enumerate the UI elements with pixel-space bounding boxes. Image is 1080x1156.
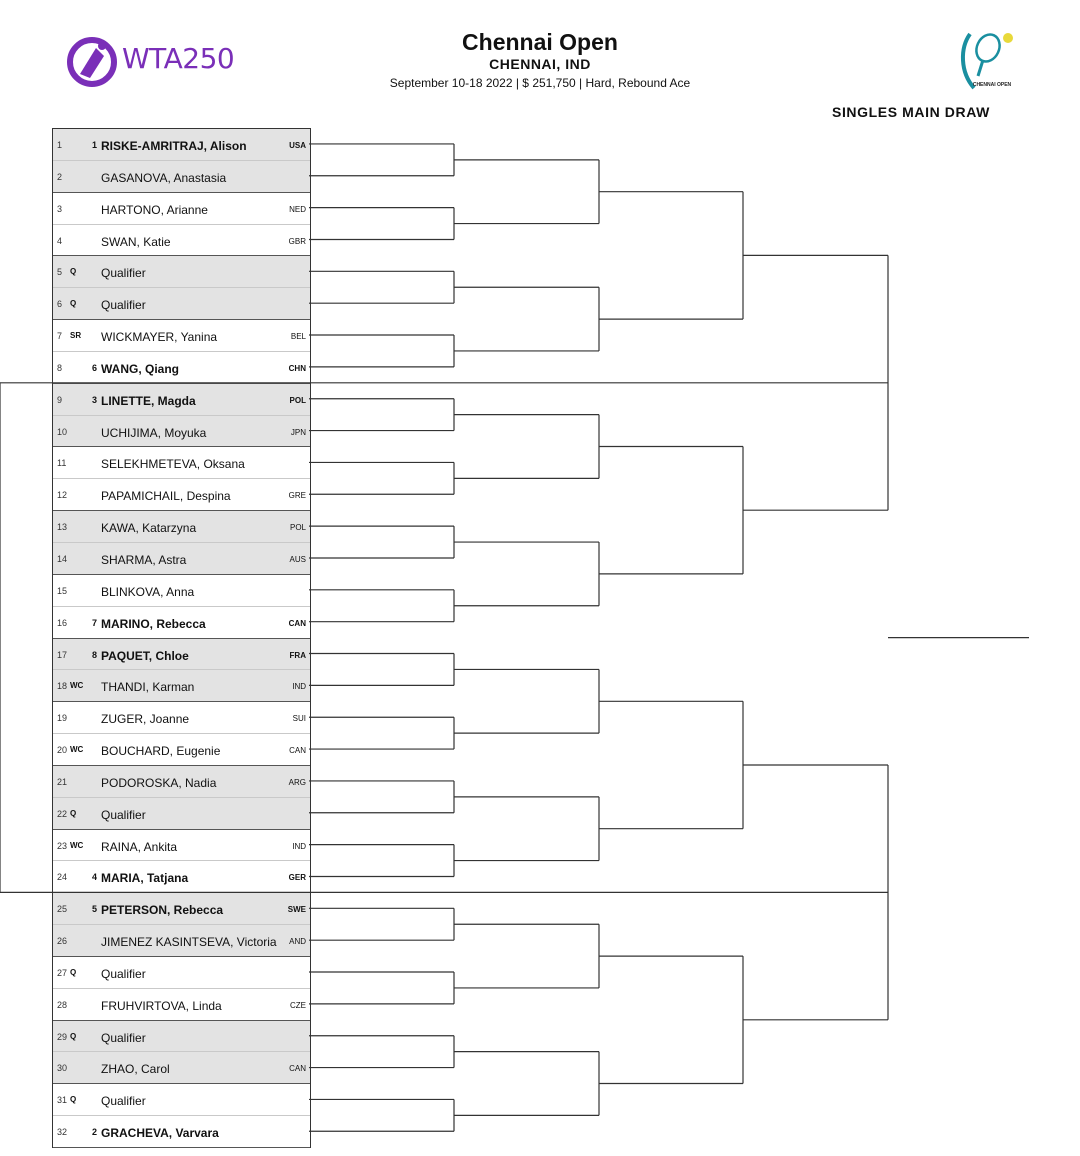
- draw-number: 19: [57, 713, 68, 724]
- player-country: NED: [289, 204, 306, 214]
- draw-number: 28: [57, 999, 68, 1010]
- player-name: HARTONO, Arianne: [101, 202, 208, 217]
- draw-number: 29: [57, 1031, 68, 1042]
- seed-number: 2: [91, 1127, 97, 1138]
- draw-number: 1: [57, 140, 63, 150]
- draw-number: 2: [57, 171, 63, 182]
- draw-number: 7: [57, 331, 63, 342]
- player-country: AND: [289, 937, 306, 947]
- draw-number: 12: [57, 490, 68, 501]
- draw-number: 6: [57, 299, 63, 310]
- player-name: ZUGER, Joanne: [101, 712, 190, 727]
- draw-number: 32: [57, 1127, 68, 1138]
- player-name: WICKMAYER, Yanina: [101, 330, 218, 345]
- player-name: PAPAMICHAIL, Despina: [101, 489, 231, 504]
- seed-number: 1: [91, 140, 97, 150]
- draw-number: 22: [57, 808, 68, 819]
- player-name: Qualifier: [101, 966, 146, 981]
- draw-number: 5: [57, 267, 63, 278]
- entry-status: Q: [70, 1095, 77, 1105]
- seed-number: 8: [91, 649, 97, 660]
- seed-number: 3: [91, 394, 97, 405]
- player-country: GBR: [288, 236, 306, 246]
- entry-status: WC: [70, 681, 84, 691]
- draw-number: 24: [57, 872, 68, 883]
- player-country: GER: [288, 873, 306, 883]
- entry-status: Q: [70, 299, 77, 309]
- player-country: IND: [292, 841, 306, 851]
- entry-status: Q: [70, 967, 77, 977]
- draw-number: 21: [57, 776, 68, 787]
- player-name: MARIA, Tatjana: [101, 871, 189, 886]
- player-name: SWAN, Katie: [101, 234, 171, 249]
- player-name: BOUCHARD, Eugenie: [101, 744, 221, 759]
- draw-number: 16: [57, 617, 68, 628]
- seed-number: 4: [91, 872, 97, 883]
- player-country: AUS: [289, 554, 306, 564]
- player-country: JPN: [290, 427, 306, 437]
- draw-number: 18: [57, 681, 68, 692]
- player-name: PETERSON, Rebecca: [101, 903, 224, 918]
- draw-number: 23: [57, 840, 68, 851]
- tournament-location: CHENNAI, IND: [489, 56, 591, 72]
- draw-number: 30: [57, 1063, 68, 1074]
- wta-logo-text: WTA250: [122, 42, 235, 75]
- player-name: WANG, Qiang: [101, 361, 179, 376]
- seed-number: 7: [91, 617, 97, 628]
- player-country: CHN: [288, 363, 306, 373]
- player-name: Qualifier: [101, 807, 146, 822]
- draw-number: 4: [57, 235, 63, 246]
- player-country: CAN: [288, 618, 306, 628]
- player-country: GRE: [288, 491, 306, 501]
- entry-status: Q: [70, 808, 77, 818]
- player-name: SHARMA, Astra: [101, 552, 187, 567]
- entry-status: Q: [70, 1031, 77, 1041]
- player-name: RISKE-AMRITRAJ, Alison: [101, 139, 247, 153]
- draw-number: 13: [57, 522, 68, 533]
- entry-status: Q: [70, 267, 77, 277]
- entry-status: SR: [70, 331, 82, 341]
- player-name: PAQUET, Chloe: [101, 648, 189, 663]
- player-country: SUI: [292, 714, 306, 724]
- seed-number: 6: [91, 362, 97, 373]
- player-name: THANDI, Karman: [101, 680, 195, 695]
- draw-number: 31: [57, 1095, 68, 1106]
- player-name: Qualifier: [101, 1030, 146, 1045]
- player-name: LINETTE, Magda: [101, 393, 196, 408]
- draw-number: 11: [57, 458, 67, 469]
- player-country: CAN: [289, 1064, 306, 1074]
- player-name: BLINKOVA, Anna: [101, 584, 195, 599]
- player-name: GASANOVA, Anastasia: [101, 170, 227, 185]
- player-name: GRACHEVA, Varvara: [101, 1126, 219, 1141]
- player-name: Qualifier: [101, 1094, 146, 1109]
- player-name: Qualifier: [101, 266, 146, 281]
- player-country: SWE: [287, 905, 306, 915]
- draw-number: 20: [57, 745, 68, 756]
- draw-number: 27: [57, 967, 68, 978]
- draw-number: 15: [57, 585, 68, 596]
- player-name: ZHAO, Carol: [101, 1062, 170, 1077]
- draw-label: SINGLES MAIN DRAW: [832, 104, 990, 120]
- player-country: POL: [289, 395, 306, 405]
- player-country: FRA: [289, 650, 306, 660]
- player-country: USA: [289, 141, 306, 150]
- player-name: PODOROSKA, Nadia: [101, 775, 217, 790]
- draw-number: 14: [57, 553, 68, 564]
- player-country: ARG: [288, 777, 306, 787]
- player-country: CZE: [290, 1000, 306, 1010]
- tournament-title: Chennai Open: [462, 29, 618, 55]
- player-name: FRUHVIRTOVA, Linda: [101, 998, 222, 1013]
- draw-number: 17: [57, 649, 68, 660]
- player-name: MARINO, Rebecca: [101, 616, 206, 631]
- svg-text:CHENNAI OPEN: CHENNAI OPEN: [972, 82, 1012, 88]
- tournament-info: September 10-18 2022 | $ 251,750 | Hard, Rebound Ace: [389, 76, 691, 90]
- player-name: KAWA, Katarzyna: [101, 521, 197, 536]
- draw-number: 8: [57, 362, 63, 373]
- draw-number: 3: [57, 203, 63, 214]
- player-name: UCHIJIMA, Moyuka: [101, 425, 207, 440]
- player-name: RAINA, Ankita: [101, 839, 178, 854]
- player-name: Qualifier: [101, 298, 146, 313]
- draw-number: 26: [57, 936, 68, 947]
- draw-number: 9: [57, 394, 63, 405]
- player-country: POL: [289, 523, 306, 533]
- player-country: BEL: [290, 332, 306, 342]
- player-country: CAN: [289, 746, 306, 756]
- entry-status: WC: [70, 745, 84, 755]
- player-name: JIMENEZ KASINTSEVA, Victoria: [101, 935, 277, 950]
- seed-number: 5: [91, 904, 97, 915]
- draw-number: 10: [57, 426, 68, 437]
- entry-status: WC: [70, 840, 84, 850]
- player-name: SELEKHMETEVA, Oksana: [101, 457, 245, 472]
- player-country: IND: [292, 682, 306, 692]
- draw-number: 25: [57, 904, 68, 915]
